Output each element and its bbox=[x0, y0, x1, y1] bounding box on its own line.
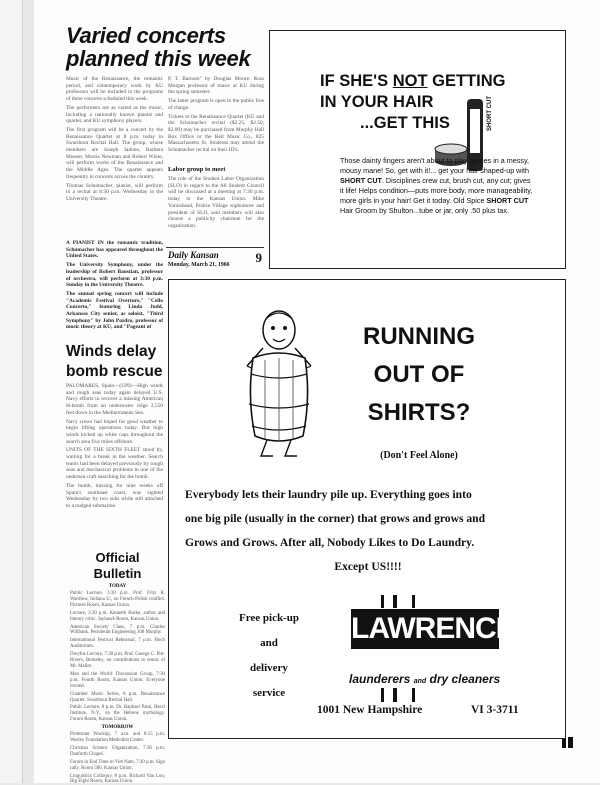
shortcut-body: Those dainty fingers aren't about to play games in a messy, mousy mane! So, get with it!... get your hair shaped-up with SHORT CUT. Disciplines crew cut, brush cut, any cut; gives it life! Helps condition—puts more body, more manageability, more girls in your hair! Get it today. Old Spice SHORT CUT Hair Groom by Shulton...tube or jar, only .50 plus tax. bbox=[340, 156, 533, 215]
laundry-tagline: (Don't Feel Alone) bbox=[380, 450, 458, 461]
bulletin-item: Linguistics Colloquy, 8 p.m. Richard Van Loo, Big Eight Room, Kansas Union. bbox=[70, 773, 165, 785]
pickup-line: service bbox=[252, 687, 286, 699]
pickup-line: and bbox=[260, 637, 278, 649]
bomb-paragraph: Navy crews had hoped for good weather to begin lifting operations today. But high winds kicked up white caps throughout the search area five miles offshore. bbox=[66, 418, 163, 445]
concerts-headline: Varied concerts planned this week bbox=[66, 23, 251, 71]
shortcut-headline-line1: IF SHE'S NOT GETTING bbox=[320, 72, 506, 90]
laundry-headline bbox=[349, 318, 489, 432]
labor-body: The role of the Student Labor Organization (SLO) in regard to the All Student Council will be discussed at a meeting at 7:30 p.m. today in the Kansas Union. Mike Yarnishead, Prairie Village sophomore and president of SLO, said members will also choose a publicity chairman for the organization. bbox=[168, 176, 264, 229]
pickup-line: delivery bbox=[250, 662, 288, 674]
bulletin-item: Forum in End Time in Viet Nam, 7:30 p.m. Sign rally. Room 306, Kansas Union. bbox=[70, 759, 165, 771]
bulletin-tomorrow-list bbox=[70, 732, 165, 785]
concerts-paragraph: Thomas Schumacher, pianist, will perform in a recital at 8:30 p.m. Wednesday in the University Theatre. bbox=[66, 182, 163, 202]
concerts-column-1 bbox=[66, 76, 163, 244]
concerts-paragraph: Tickets to the Renaissance Quartet (KU and the Schumacher recital ($2.25, $2.50, $3.00) may be purchased from Murphy Hall Box Office or the Bell Music Co., 825 Massachusetts St. Students may attend the Schumacher recital on their ID's. bbox=[168, 113, 264, 154]
bulletin-today-list bbox=[70, 591, 165, 723]
bomb-headline: Winds delay bomb rescue bbox=[66, 343, 163, 380]
bulletin-item: Christian Science Organization, 7:30 p.m. Danforth Chapel. bbox=[70, 745, 165, 757]
pickup-service bbox=[209, 606, 329, 706]
bulletin-item: Dreyfus Lecture, 7:30 p.m. Prof. George C. Pitt-Rivers, Berkeley, on contributions to tennis of Mr. Mallet. bbox=[70, 652, 165, 669]
concerts-column-1-cont bbox=[66, 240, 163, 340]
labor-article bbox=[168, 166, 264, 238]
paper-name: Daily Kansan bbox=[168, 250, 219, 260]
bulletin-item: International Festival Rehearsal, 7 p.m. Hoch Auditorium. bbox=[70, 638, 165, 650]
laundry-headline-line1: RUNNING bbox=[363, 323, 475, 350]
laundry-phone: VI 3-3711 bbox=[471, 704, 519, 716]
lawrence-logo: LAWRENCE bbox=[351, 609, 499, 649]
concerts-paragraph: The annual spring concert will include "Academic Festival Overture," "Cello Concerto," featuring Linda Judd, Arkansas City senior, as soloist, "Third Symphony" by John Pozdro, professor of music theory at KU, and "Pageant of bbox=[66, 290, 163, 331]
concerts-paragraph: The performers are as varied as the music, including a nationally known pianist and quartet, and KU symphony players. bbox=[66, 104, 163, 125]
bulletin-tomorrow-label: TOMORROW bbox=[101, 725, 134, 731]
bulletin-item: Lecture, 3:30 p.m. Kenneth Burke, author and literary critic. Jayhawk Room, Kansas Union. bbox=[70, 610, 165, 622]
masthead bbox=[168, 250, 266, 276]
concerts-paragraph: The University Symphony, under the leadership of Robert Baustian, professor of orchestra, will perform at 3:30 p.m. Sunday in the University Theatre. bbox=[66, 262, 163, 289]
concerts-paragraph: Music of the Renaissance, the romantic period, and contemporary work by KU professors will be included in the programs of three concerts scheduled this week. bbox=[66, 76, 163, 103]
logo-bars-bottom bbox=[381, 688, 415, 702]
laundry-ad bbox=[168, 279, 566, 739]
shortcut-headline-line2: IN YOUR HAIR bbox=[320, 93, 434, 111]
concerts-headline-block bbox=[66, 24, 264, 76]
laundry-headline-line2: OUT OF bbox=[373, 361, 465, 388]
bomb-headline-block bbox=[66, 342, 166, 382]
bomb-article-body bbox=[66, 383, 163, 541]
official-bulletin bbox=[70, 550, 165, 785]
concerts-paragraph: The latter program is open to the public free of charge. bbox=[168, 98, 264, 111]
issue-date: Monday, March 21, 1966 bbox=[168, 262, 230, 268]
bulletin-headline: Official Bulletin bbox=[93, 550, 142, 581]
shortcut-ad bbox=[269, 30, 566, 269]
bomb-paragraph: The bomb, missing for nine weeks off Spain's southeast coast, was sighted Wednesday by two subs while still attached to a nudged submarine. bbox=[66, 482, 163, 509]
bulletin-item: Protestant Worship, 7 a.m. and 8:15 p.m. Wesley Foundation Methodist Center. bbox=[70, 732, 165, 744]
lawrence-subtitle: launderers and dry cleaners bbox=[349, 672, 501, 686]
pickup-line: Free pick-up bbox=[239, 612, 299, 624]
bulletin-item: Chamber Music Series, 8 p.m. Renaissance Quartet. Swarthout Recital Hall. bbox=[70, 691, 165, 703]
laundry-body-line: Except US!!!! bbox=[334, 560, 402, 573]
product-label: SHORT CUT bbox=[487, 96, 493, 131]
concerts-column-2 bbox=[168, 76, 264, 166]
logo-bars-top bbox=[381, 595, 415, 608]
concerts-paragraph: P. T. Barnum" by Douglas Moore. Ross Morgan professor of music at KU during the spring semester. bbox=[168, 76, 264, 96]
corner-mark bbox=[560, 736, 576, 750]
bulletin-item: Public Lecture, 3:30 p.m. Prof. Fritz R. Wardlow, Indiana U., on French-Polish conflict. Pictures Room, Kansas Union. bbox=[70, 591, 165, 608]
laundry-body-line: one big pile (usually in the corner) that grows and grows and bbox=[185, 512, 486, 525]
laundry-address: 1001 New Hampshire bbox=[317, 704, 423, 716]
laundry-body bbox=[185, 483, 551, 579]
concerts-paragraph: A PIANIST IN the romantic tradition, Schumacher has appeared throughout the United States. bbox=[66, 240, 163, 260]
laundry-headline-line3: SHIRTS? bbox=[367, 399, 471, 426]
bomb-paragraph: UNITS OF THE SIXTH FLEET stood by, waiting for a break in the weather. Search teams had been delayed previously by rough seas and mechanical problems in one of the undersea craft searching for the bomb. bbox=[66, 447, 163, 481]
bulletin-today-label: TODAY bbox=[108, 584, 127, 589]
bomb-paragraph: PALOMARES, Spain—(UPI)—High winds and rough seas today again delayed U.S. Navy efforts to recover a missing American H-bomb from an underwater ridge 2,550 feet down in the Mediterranean Sea. bbox=[66, 383, 163, 416]
laundry-body-line: Grows and Grows. After all, Nobody Likes to Do Laundry. bbox=[185, 536, 475, 549]
page-binding-edge bbox=[0, 0, 23, 783]
barrel-man-illustration bbox=[239, 308, 319, 460]
bulletin-item: American Society Class, 7 p.m. Charles Wiltbank. Petroleum Engineering 100 Murphy. bbox=[70, 624, 165, 636]
labor-headline: Labor group to meet bbox=[168, 166, 226, 173]
page-number: 9 bbox=[255, 250, 262, 265]
masthead-rule bbox=[166, 247, 264, 248]
concerts-paragraph: The first program will be a concert by the Renaissance Quartet at 8 p.m. today in Swarthout Recital Hall. The group, whose members are Joseph Iadone, Barbara Mueser, Morris Newman and Robert White, will perform works of the Renaissance and the Middle Ages. The quartet appears frequently in concerts across the country. bbox=[66, 126, 163, 180]
bulletin-item: Public Lecture, 8 p.m. Dr. Raphael Patai, Herzl Institute, N.Y., on the Hebrew mythology. Forum Room, Kansas Union. bbox=[70, 705, 165, 723]
shortcut-headline-line3: ...GET THIS bbox=[360, 114, 450, 132]
bulletin-item: Man and the World: Discussion Group, 7:30 p.m. Fourth Room, Kansas Union. Everyone invited. bbox=[70, 671, 165, 689]
laundry-body-line: Everybody lets their laundry pile up. Everything goes into bbox=[185, 488, 472, 501]
